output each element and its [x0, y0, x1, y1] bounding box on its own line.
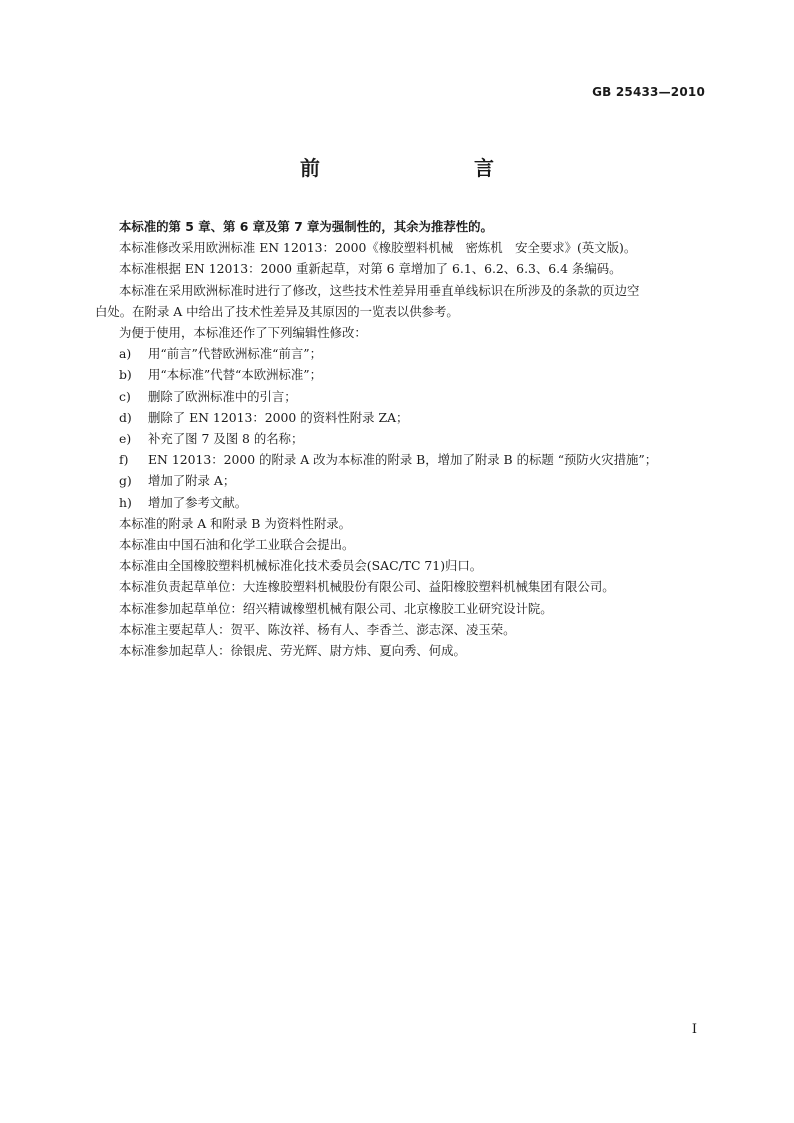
paragraph: 本标准修改采用欧洲标准 EN 12013：2000《橡胶塑料机械 密炼机 安全要求》(英文版)。 — [119, 240, 637, 256]
paragraph: 本标准在采用欧洲标准时进行了修改，这些技术性差异用垂直单线标识在所涉及的条款的页边空 — [119, 282, 640, 298]
list-item — [95, 407, 710, 428]
list-item — [95, 386, 710, 407]
list-marker: b) — [119, 367, 132, 383]
list-item-text: 删除了 EN 12013：2000 的资料性附录 ZA； — [148, 409, 409, 425]
paragraph: 为便于使用，本标准还作了下列编辑性修改： — [119, 325, 367, 341]
list-marker: a) — [119, 346, 132, 362]
list-item — [95, 492, 710, 513]
list-marker: d) — [119, 409, 132, 425]
list-item-text: EN 12013：2000 的附录 A 改为本标准的附录 B，增加了附录 B 的标题 “预防火灾措施”； — [148, 452, 658, 468]
list-marker: f) — [119, 452, 129, 468]
list-item — [95, 449, 710, 470]
edit-list — [95, 343, 710, 513]
paragraph-continuation: 白处。在附录 A 中给出了技术性差异及其原因的一览表以供参考。 — [95, 303, 459, 319]
paragraph: 本标准由全国橡胶塑料机械标准化技术委员会(SAC/TC 71)归口。 — [119, 558, 483, 574]
paragraph: 本标准参加起草单位：绍兴精诚橡塑机械有限公司、北京橡胶工业研究设计院。 — [119, 600, 553, 616]
paragraph: 本标准负责起草单位：大连橡胶塑料机械股份有限公司、益阳橡胶塑料机械集团有限公司。 — [119, 579, 615, 595]
foreword-body — [95, 216, 710, 661]
mandatory-clause-statement: 本标准的第 5 章、第 6 章及第 7 章为强制性的，其余为推荐性的。 — [119, 219, 493, 234]
list-item-text: 增加了参考文献。 — [148, 494, 248, 510]
paragraph: 本标准参加起草人：徐银虎、劳光辉、尉方炜、夏向秀、何成。 — [119, 643, 466, 659]
list-item-text: 删除了欧洲标准中的引言； — [148, 388, 297, 404]
page-title: 前 言 — [300, 156, 532, 180]
list-item-text: 用“前言”代替欧洲标准“前言”； — [148, 346, 323, 362]
list-item — [95, 470, 710, 491]
list-item-text: 增加了附录 A； — [148, 473, 236, 489]
standard-code: GB 25433—2010 — [592, 85, 705, 99]
list-marker: g) — [119, 473, 132, 489]
list-item — [95, 428, 710, 449]
paragraph: 本标准由中国石油和化学工业联合会提出。 — [119, 537, 355, 553]
paragraph: 本标准主要起草人：贺平、陈汝祥、杨有人、李香兰、澎志深、凌玉荣。 — [119, 621, 516, 637]
list-item — [95, 364, 710, 385]
page-number: I — [691, 1022, 697, 1037]
paragraph: 本标准的附录 A 和附录 B 为资料性附录。 — [119, 515, 352, 531]
list-marker: c) — [119, 388, 131, 404]
list-marker: e) — [119, 431, 132, 447]
paragraph: 本标准根据 EN 12013：2000 重新起草，对第 6 章增加了 6.1、6.2、6.3、6.4 条编码。 — [119, 261, 622, 277]
list-item-text: 用“本标准”代替“本欧洲标准”； — [148, 367, 323, 383]
list-item — [95, 343, 710, 364]
list-marker: h) — [119, 494, 132, 510]
list-item-text: 补充了图 7 及图 8 的名称； — [148, 431, 304, 447]
